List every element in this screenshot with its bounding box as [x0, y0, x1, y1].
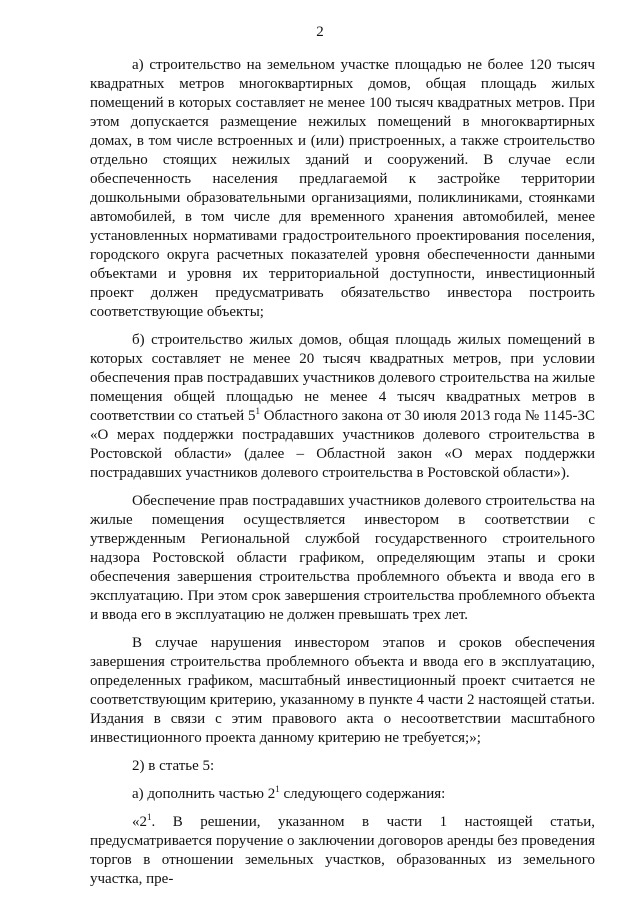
paragraph-rights-provision: Обеспечение прав пострадавших участников долевого строительства на жилые помещения осуществляется инвестором в соответствии с утвержденным Региональной службой государственного строительного надзора Ростовской области графиком, определяющим этапы и сроки обеспечения завершения строительства проблемного объекта и ввода его в эксплуатацию. При этом срок завершения строительства проблемного объекта и ввода его в эксплуатацию не должен превышать трех лет. — [90, 493, 595, 623]
superscript-quoted-2-1: 1 — [147, 812, 152, 822]
quoted-part-text-start: «2 — [132, 814, 147, 830]
paragraph-article-5-heading: 2) в статье 5: — [132, 758, 215, 774]
paragraph-b-text-start: б) строительство жилых домов, общая площадь жилых помещений в которых составляет не менее 20 тысяч квадратных метров, при условии обеспечения прав пострадавших участников долевого строительства на жилые помещения общей площадью не менее 4 тысяч квадратных метров в соответствии со статьей 5 — [90, 332, 595, 424]
document-body — [90, 56, 595, 889]
paragraph-quoted-part-2-1 — [90, 813, 595, 889]
quoted-part-text-end: . В решении, указанном в части 1 настоящей статьи, предусматривается поручение о заключении договоров аренды без проведения торгов в отношении земельных участков, образованных из земельного участка, пре- — [90, 814, 595, 887]
superscript-part-2-1: 1 — [275, 784, 280, 794]
paragraph-add-part-text-end: следующего содержания: — [279, 786, 446, 802]
paragraph-b-text-end: Областного закона от 30 июля 2013 года № 1145-ЗС «О мерах поддержки пострадавших участников долевого строительства в Ростовской области» (далее – Областной закон «О мерах поддержки пострадавших участников долевого строительства в Ростовской области»). — [90, 408, 595, 481]
paragraph-add-part-text-start: а) дополнить частью 2 — [132, 786, 276, 802]
page-number: 2 — [316, 24, 324, 40]
superscript-article-5-1: 1 — [255, 406, 260, 416]
paragraph-b-construction-20k — [90, 331, 595, 483]
paragraph-a-construction-120k: а) строительство на земельном участке площадью не более 120 тысяч квадратных метров многоквартирных домов, общая площадь жилых помещений в которых составляет не менее 100 тысяч квадратных метров. При этом допускается размещение нежилых помещений в многоквартирных домах, в том числе встроенных и (или) пристроенных, а также строительство отдельно стоящих нежилых зданий и сооружений. В случае если обеспеченность населения предлагаемой к застройке территории дошкольными образовательными организациями, поликлиниками, стоянками автомобилей, в том числе для временного хранения автомобилей, менее установленных нормативами градостроительного проектирования поселения, городского округа расчетных показателей уровня обеспеченности данными объектами и уровня их территориальной доступности, инвестиционный проект должен предусматривать обязательство инвестора построить соответствующие объекты; — [90, 57, 595, 320]
paragraph-add-part-2-1 — [90, 785, 595, 804]
paragraph-violation-case: В случае нарушения инвестором этапов и сроков обеспечения завершения строительства проблемного объекта и ввода его в эксплуатацию, определенных графиком, масштабный инвестиционный проект считается не соответствующим критерию, указанному в пункте 4 части 2 настоящей статьи. Издания в связи с этим правового акта о несоответствии масштабного инвестиционного проекта данному критерию не требуется;»; — [90, 635, 595, 746]
